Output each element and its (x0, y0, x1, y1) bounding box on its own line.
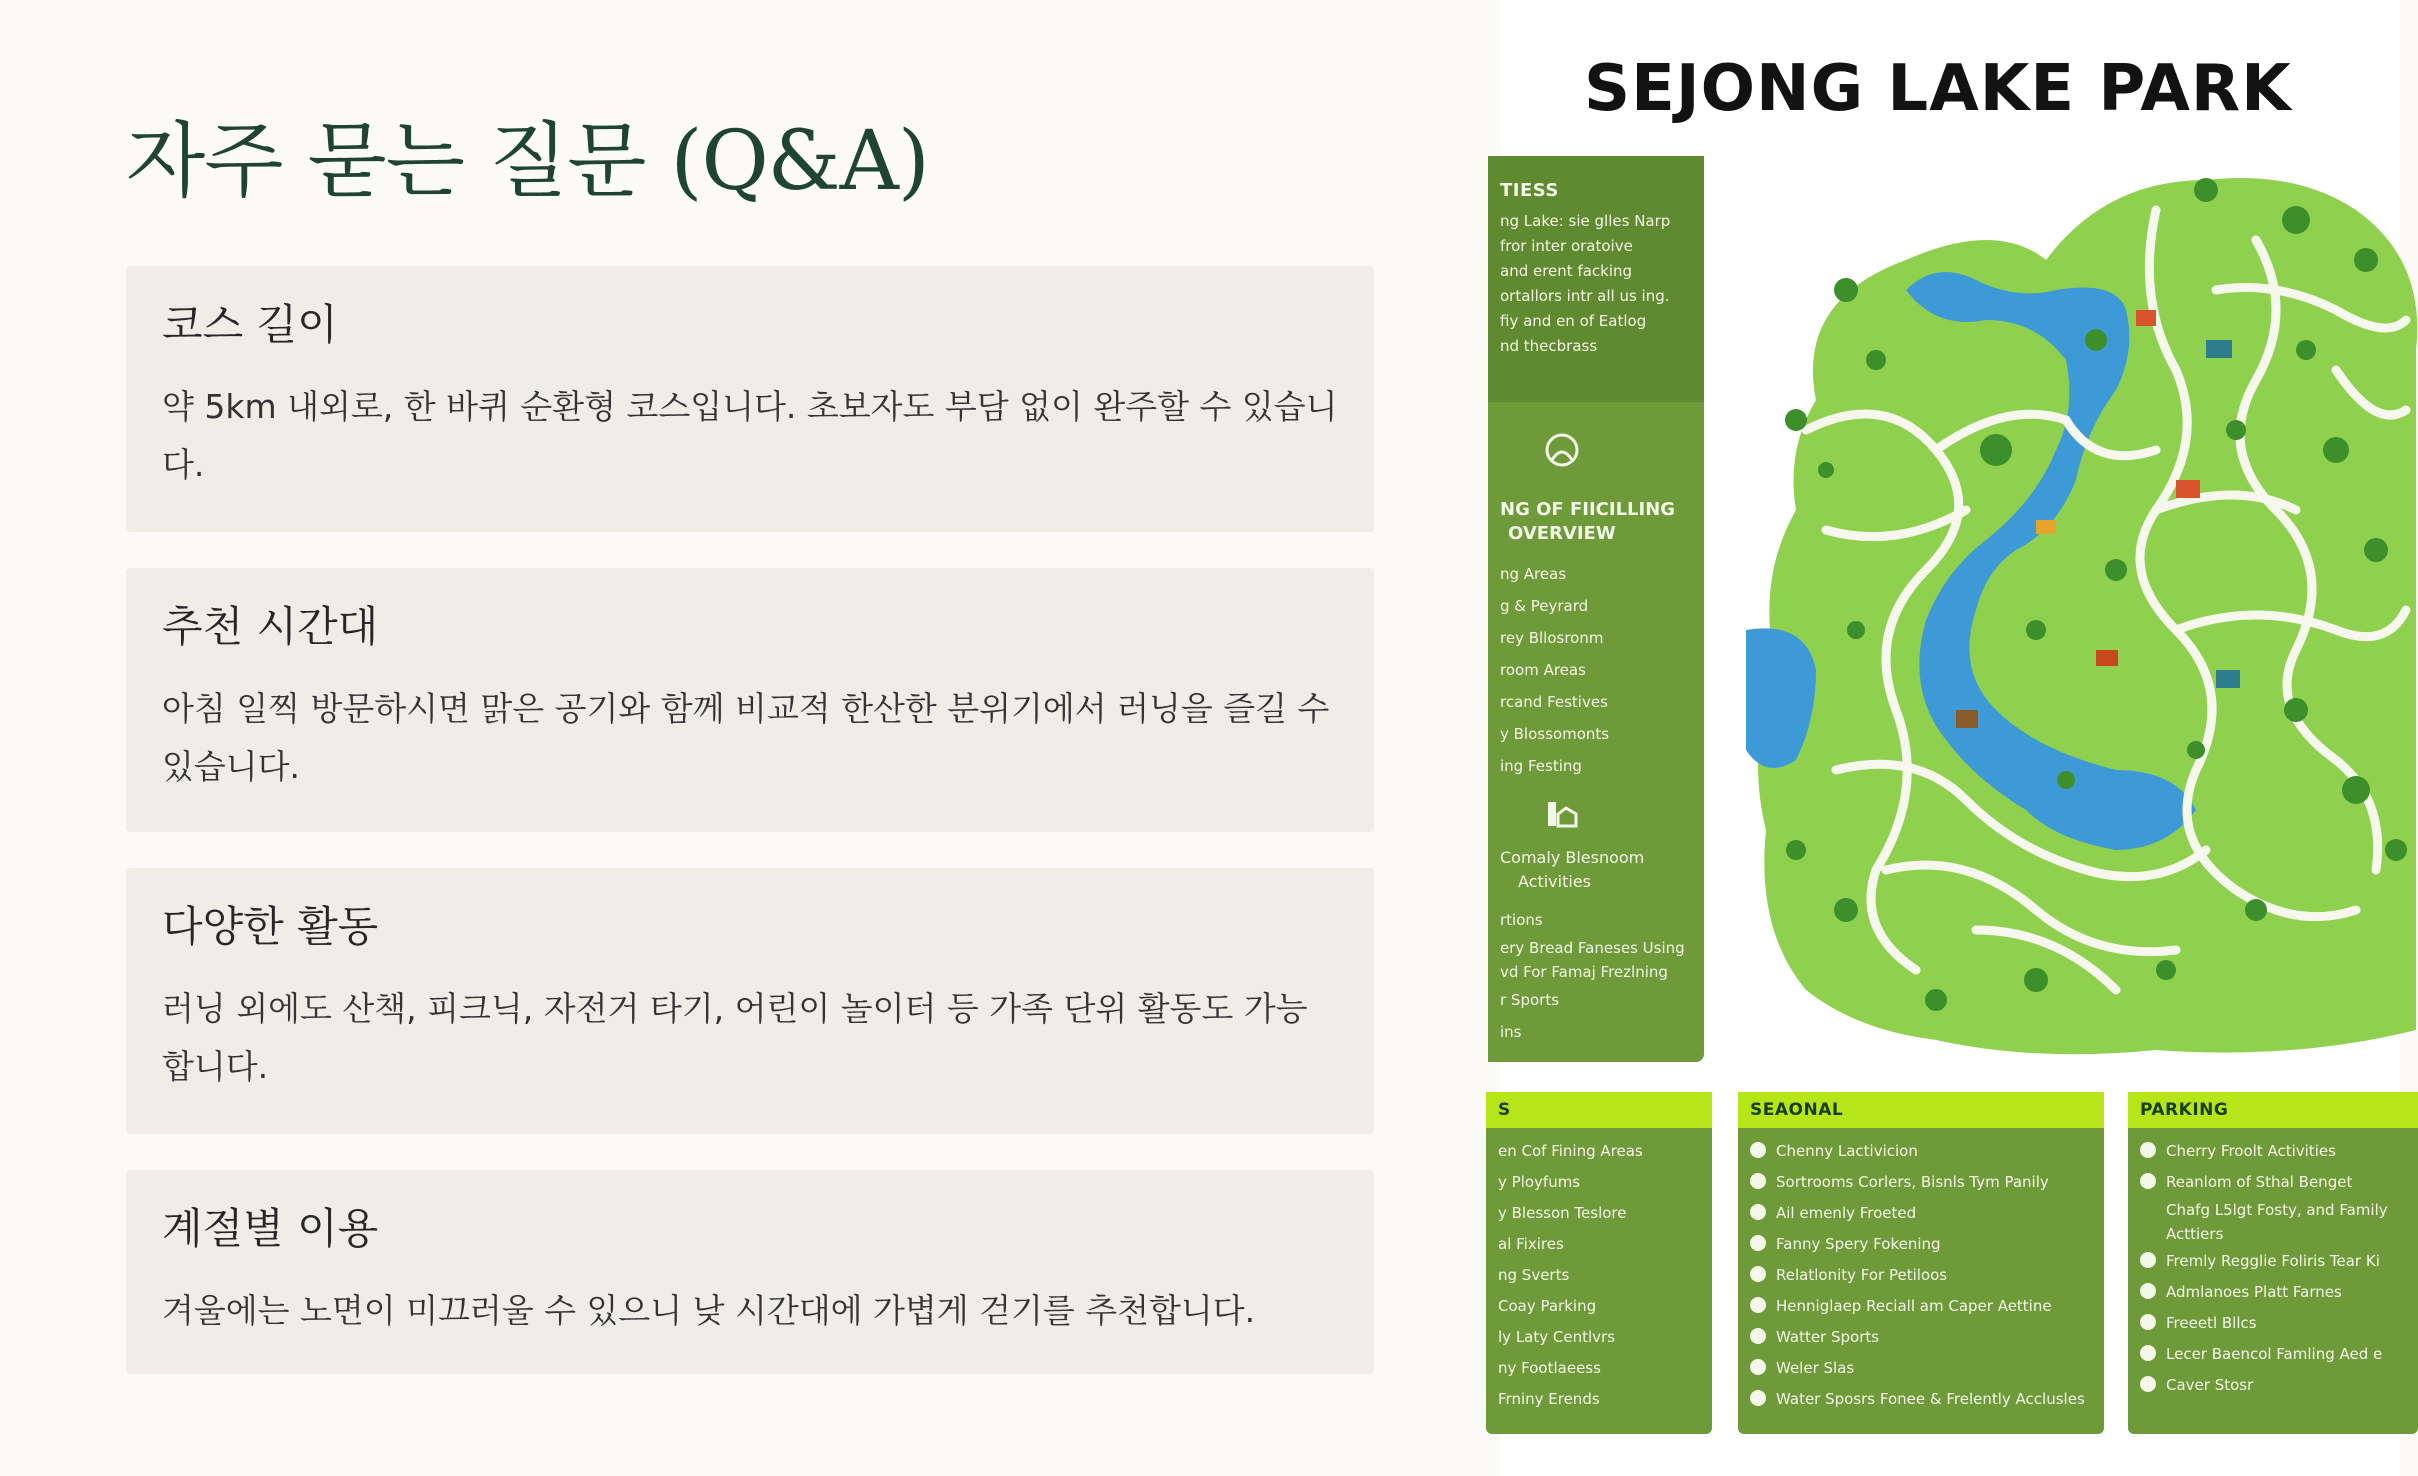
park-map-illustration (1736, 150, 2416, 1062)
map-legend-panel-1 (1486, 1092, 1712, 1434)
legend-item: en Cof Fining Areas (1498, 1142, 1643, 1160)
faq-question: 코스 길이 (162, 300, 338, 349)
legend-item (2128, 1370, 2418, 1401)
faq-question: 다양한 활동 (162, 902, 379, 951)
bench-icon (1538, 792, 1586, 836)
legend-item (2128, 1136, 2418, 1167)
side-panel-intro (1500, 209, 1704, 359)
intro-line: fror inter oratoive (1500, 237, 1633, 255)
pet-icon (1750, 1266, 1766, 1282)
legend-item (2128, 1167, 2418, 1198)
legend-item-label: Freeetl Bllcs (2166, 1314, 2257, 1332)
overview-item: rtions (1500, 911, 1543, 929)
dot-icon (2140, 1173, 2156, 1189)
legend-item: al Fixires (1498, 1235, 1564, 1253)
park-map-image (1500, 0, 2400, 1476)
legend-item-label: Weler Slas (1776, 1359, 1855, 1377)
legend-item (2128, 1222, 2418, 1246)
legend-item (2128, 1308, 2418, 1339)
overview-item: g & Peyrard (1500, 597, 1589, 615)
overview-item: room Areas (1500, 661, 1586, 679)
overview-title-line: NG OF FIICILLING (1500, 499, 1676, 520)
bench-icon (1750, 1235, 1766, 1251)
side-panel-overview (1488, 402, 1704, 1048)
activities-line: Activities (1518, 872, 1591, 891)
legend-item-label: Admlanoes Platt Farnes (2166, 1283, 2342, 1301)
legend-panel-head: SEAONAL (1738, 1092, 2104, 1128)
intro-line: ng Lake: sie glles Narp (1500, 212, 1671, 230)
faq-card-recommended-time (126, 568, 1374, 832)
legend-item-label: Sortrooms Corlers, Bisnls Tym Panily (1776, 1173, 2049, 1191)
overview-item: ery Bread Faneses Using (1500, 939, 1685, 957)
legend-panel-head: S (1486, 1092, 1712, 1128)
camera-icon (1750, 1204, 1766, 1220)
legend-item (1738, 1229, 2104, 1260)
intro-line: fiy and en of Eatlog (1500, 312, 1647, 330)
activities-label (1500, 846, 1704, 894)
legend-item (1738, 1291, 2104, 1322)
star-icon (2140, 1376, 2156, 1392)
info-icon (2140, 1142, 2156, 1158)
leaf-icon (2140, 1252, 2156, 1268)
legend-item-label: Fremly Regglie Foliris Tear Ki (2166, 1252, 2380, 1270)
overview-item: rcand Festives (1500, 693, 1608, 711)
legend-item: Coay Parking (1498, 1297, 1597, 1315)
legend-item (1738, 1384, 2104, 1415)
legend-item-label: Fanny Spery Fokening (1776, 1235, 1941, 1253)
cherry-icon (1750, 1142, 1766, 1158)
legend-item (1738, 1198, 2104, 1229)
legend-item (1738, 1322, 2104, 1353)
pin-icon (2140, 1345, 2156, 1361)
legend-item-label: Ail emenly Froeted (1776, 1204, 1917, 1222)
legend-item: y Ployfums (1498, 1173, 1581, 1191)
legend-item (2128, 1246, 2418, 1277)
side-panel-title: TIESS (1500, 180, 1559, 201)
legend-item-label: Water Sposrs Fonee & Frelently Acclusles (1776, 1390, 2085, 1408)
water-icon (1750, 1328, 1766, 1344)
legend-item (2128, 1277, 2418, 1308)
legend-item-label: Chenny Lactivicion (1776, 1142, 1918, 1160)
side-panel-header (1488, 156, 1704, 402)
faq-question: 계절별 이용 (162, 1204, 379, 1253)
overview-item: r Sports (1500, 991, 1560, 1009)
legend-item: ly Laty Centlvrs (1498, 1328, 1616, 1346)
legend-item (2128, 1339, 2418, 1370)
activities-line: Comaly Blesnoom (1500, 848, 1645, 867)
map-legend-panel-seasonal (1738, 1092, 2104, 1434)
overview-title-line: OVERVIEW (1508, 523, 1616, 544)
intro-line: ortallors intr all us ing. (1500, 287, 1670, 305)
legend-item (1738, 1260, 2104, 1291)
legend-item-label: Caver Stosr (2166, 1376, 2254, 1394)
map-legend-panel-parking (2128, 1092, 2418, 1434)
legend-item-label: Lecer Baencol Famling Aed e (2166, 1345, 2383, 1363)
legend-item-label: Henniglaep Reciall am Caper Aettine (1776, 1297, 2052, 1315)
sun-icon (1750, 1297, 1766, 1313)
intro-line: nd thecbrass (1500, 337, 1598, 355)
faq-question: 추천 시간대 (162, 602, 379, 651)
intro-line: and erent facking (1500, 262, 1633, 280)
legend-item (1738, 1136, 2104, 1167)
legend-item-label: Relatlonity For Petiloos (1776, 1266, 1948, 1284)
legend-item-label: Reanlom of Sthal Benget (2166, 1173, 2353, 1191)
page-title: 자주 묻는 질문 (Q&A) (126, 114, 929, 209)
faq-answer: 겨울에는 노면이 미끄러울 수 있으니 낮 시간대에 가볍게 걷기를 추천합니다. (162, 1291, 1256, 1331)
legend-item: y Blesson Teslore (1498, 1204, 1627, 1222)
building-icon (2140, 1283, 2156, 1299)
tree-icon (1538, 430, 1586, 474)
person-icon (1750, 1173, 1766, 1189)
faq-card-course-length (126, 266, 1374, 532)
boat-icon (1750, 1390, 1766, 1406)
legend-item: Frniny Erends (1498, 1390, 1600, 1408)
bike-icon (2140, 1314, 2156, 1330)
overview-item: y Blossomonts (1500, 725, 1610, 743)
faq-card-seasonal-use (126, 1170, 1374, 1374)
overview-item: ing Festing (1500, 757, 1582, 775)
legend-item (1738, 1167, 2104, 1198)
legend-item: ny Footlaeess (1498, 1359, 1601, 1377)
legend-item: ng Sverts (1498, 1266, 1570, 1284)
faq-answer: 아침 일찍 방문하시면 맑은 공기와 함께 비교적 한산한 분위기에서 러닝을 즐길 수 있습니다. (162, 689, 1330, 787)
map-side-panel (1488, 156, 1704, 1062)
clock-icon (1750, 1359, 1766, 1375)
legend-item-label: Watter Sports (1776, 1328, 1880, 1346)
faq-answer: 러닝 외에도 산책, 피크닉, 자전거 타기, 어린이 놀이터 등 가족 단위 활동도 가능합니다. (162, 989, 1308, 1087)
legend-item-label: Chafg L5lgt Fosty, and Family (2166, 1201, 2388, 1219)
map-title: SEJONG LAKE PARK (1584, 52, 2292, 126)
legend-item (1738, 1353, 2104, 1384)
legend-item (2128, 1198, 2418, 1222)
legend-panel-head: PARKING (2128, 1092, 2418, 1128)
faq-card-activities (126, 868, 1374, 1134)
overview-item: vd For Famaj Frezlning (1500, 963, 1668, 981)
faq-answer: 약 5km 내외로, 한 바퀴 순환형 코스입니다. 초보자도 부담 없이 완주할 수 있습니다. (162, 387, 1338, 485)
overview-item: ins (1500, 1023, 1522, 1041)
overview-item: ng Areas (1500, 565, 1567, 583)
overview-title (1500, 498, 1704, 546)
legend-item-label: Acttiers (2166, 1225, 2224, 1243)
overview-item: rey Bllosronm (1500, 629, 1604, 647)
legend-item-label: Cherry Froolt Activities (2166, 1142, 2336, 1160)
